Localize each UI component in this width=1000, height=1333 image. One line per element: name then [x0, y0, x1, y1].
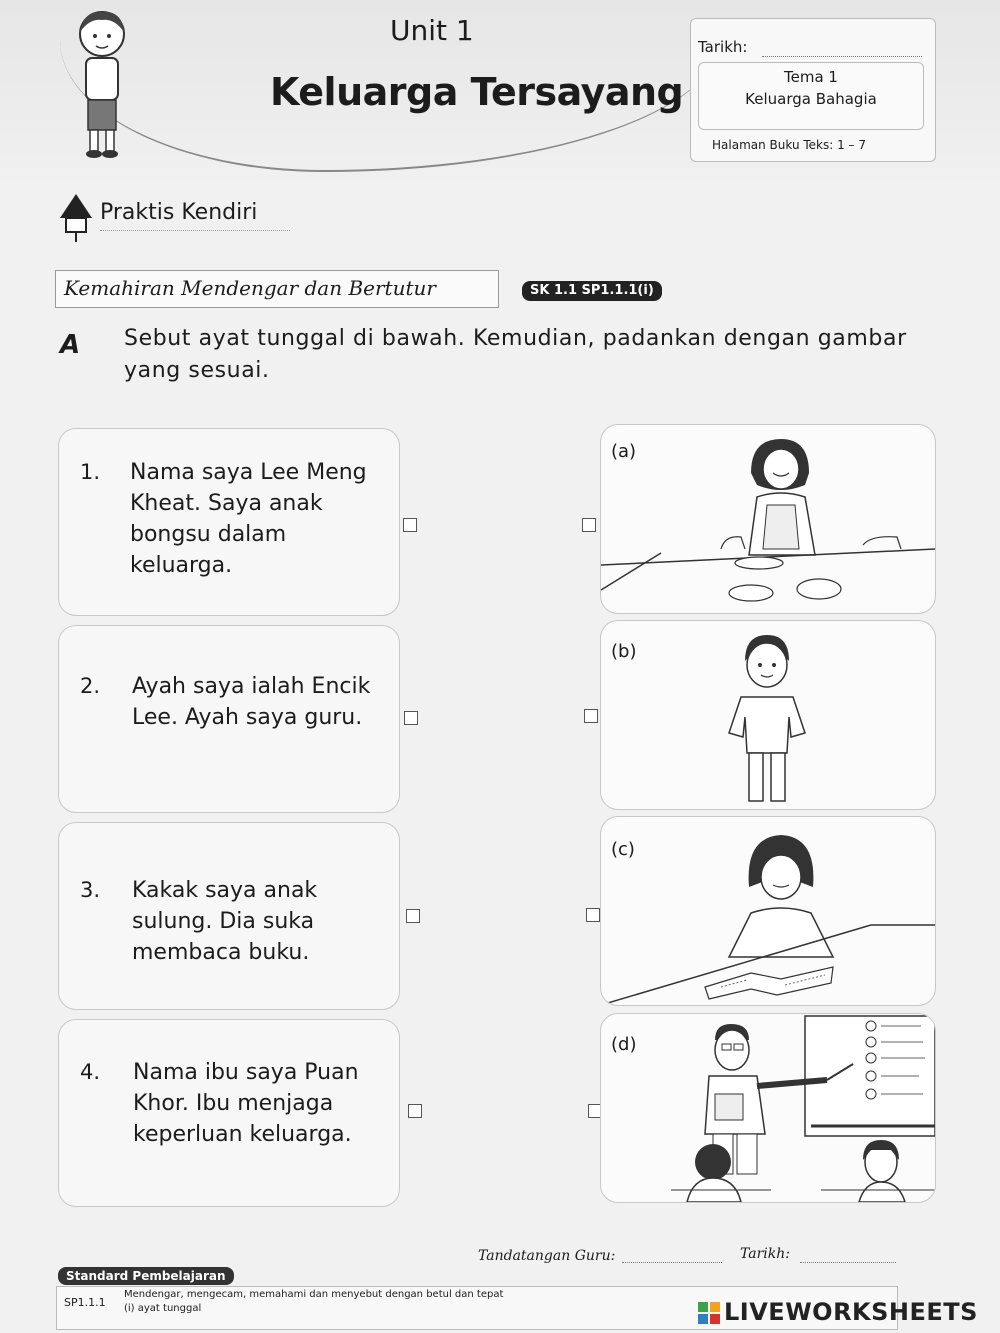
girl-reading-icon [601, 817, 935, 1005]
standard-description: Mendengar, mengecam, memahami dan menyebut dengan betul dan tepat [124, 1289, 504, 1300]
unit-label: Unit 1 [390, 14, 474, 47]
tarikh-line [762, 56, 922, 57]
mother-serving-food-icon [601, 425, 935, 613]
sentence-text: Kakak saya anak sulung. Dia suka membaca buku. [132, 878, 318, 965]
tema-subtitle: Keluarga Bahagia [745, 90, 877, 108]
standard-subitem: (i) ayat tunggal [124, 1303, 202, 1314]
praktis-heading: Praktis Kendiri [100, 200, 258, 225]
picture-label: (a) [611, 441, 637, 462]
boy-standing-icon [601, 621, 935, 809]
match-box-right-a[interactable] [582, 518, 596, 532]
sentence-number: 4. [80, 1060, 101, 1084]
skill-code-badge: SK 1.1 SP1.1.1(i) [522, 281, 662, 301]
praktis-underline [100, 230, 290, 231]
picture-label: (b) [611, 641, 637, 662]
sentence-number: 1. [80, 460, 101, 484]
question-marker: A [60, 330, 81, 360]
sentence-number: 3. [80, 878, 101, 902]
sentence-text: Nama saya Lee Meng Kheat. Saya anak bongsu dalam keluarga. [130, 460, 367, 578]
picture-card-a [600, 424, 936, 614]
standard-text [124, 1288, 624, 1316]
match-box-left-1[interactable] [403, 518, 417, 532]
tandatangan-label: Tandatangan Guru: [478, 1248, 616, 1264]
match-box-right-b[interactable] [584, 709, 598, 723]
picture-label: (d) [611, 1034, 637, 1055]
sentence-text: Ayah saya ialah Encik Lee. Ayah saya guru. [132, 674, 371, 730]
skill-label: Kemahiran Mendengar dan Bertutur [64, 276, 436, 300]
sentence-text: Nama ibu saya Puan Khor. Ibu menjaga keperluan keluarga. [133, 1060, 359, 1147]
standard-code: SP1.1.1 [64, 1296, 106, 1309]
signature-line[interactable] [622, 1262, 722, 1263]
house-icon [54, 188, 98, 244]
boy-illustration [62, 4, 142, 160]
tarikh-label: Tarikh: [698, 38, 748, 56]
picture-label: (c) [611, 839, 635, 860]
liveworksheets-logo-icon [698, 1302, 720, 1324]
halaman-buku-teks: Halaman Buku Teks: 1 – 7 [712, 138, 866, 152]
date-line[interactable] [800, 1262, 896, 1263]
match-box-right-c[interactable] [586, 908, 600, 922]
match-box-left-2[interactable] [404, 711, 418, 725]
match-box-left-4[interactable] [408, 1104, 422, 1118]
standard-badge: Standard Pembelajaran [58, 1267, 234, 1285]
unit-title: Keluarga Tersayang [270, 70, 684, 114]
picture-card-b [600, 620, 936, 810]
picture-card-d [600, 1013, 936, 1203]
tema-title: Tema 1 [784, 68, 838, 86]
teacher-in-class-icon [601, 1014, 935, 1202]
picture-card-c [600, 816, 936, 1006]
liveworksheets-watermark: LIVEWORKSHEETS [724, 1298, 978, 1326]
question-instruction: Sebut ayat tunggal di bawah. Kemudian, padankan dengan gambar yang sesuai. [124, 326, 907, 383]
sentence-number: 2. [80, 674, 101, 698]
match-box-left-3[interactable] [406, 909, 420, 923]
footer-tarikh-label: Tarikh: [740, 1246, 790, 1262]
